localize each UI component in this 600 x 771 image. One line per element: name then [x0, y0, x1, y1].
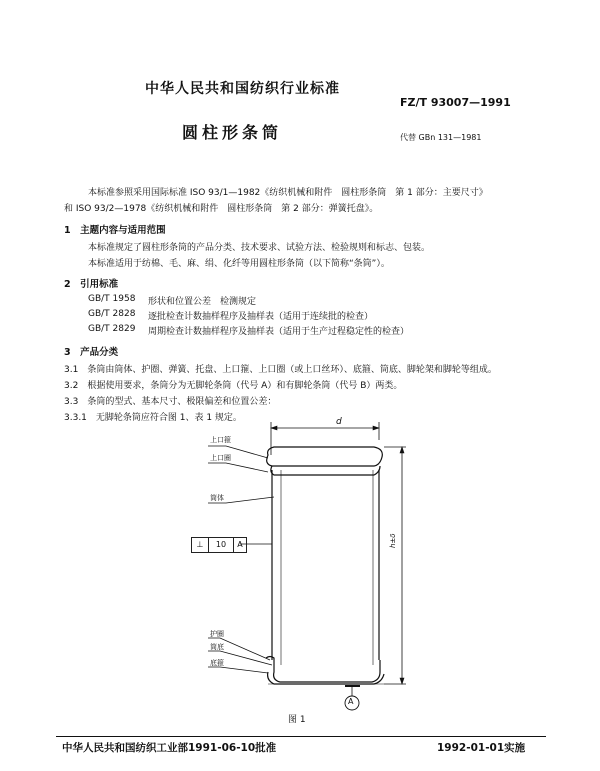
reference-name: 形状和位置公差 检测规定 [148, 297, 257, 307]
intro-line-1: 本标准参照采用国际标准 ISO 93/1—1982《纺织机械和附件 圆柱形条筒 第 1 部分：主要尺寸》 [88, 188, 488, 198]
figure-caption: 图 1 [288, 715, 306, 725]
reference-code: GB/T 1958 [88, 294, 136, 304]
dimension-d-label: d [336, 417, 342, 427]
approval-note: 中华人民共和国纺织工业部1991-06-10批准 [62, 742, 277, 754]
replaces-note: 代替 GBn 131—1981 [400, 133, 482, 142]
perpendicularity-tolerance-frame [191, 537, 247, 553]
clause-3-3: 3.3 条筒的型式、基本尺寸、极限偏差和位置公差： [64, 397, 277, 407]
standard-code: FZ/T 93007—1991 [400, 96, 511, 109]
guard-label: 护圈 [210, 630, 224, 638]
section-1-heading: 1 主题内容与适用范围 [64, 225, 166, 236]
section-2-heading: 2 引用标准 [64, 279, 119, 290]
reference-name: 逐批检查计数抽样程序及抽样表（适用于连续批的检查） [148, 312, 374, 322]
datum-a-label: A [348, 697, 354, 706]
top-band-label: 上口箍 [210, 436, 231, 444]
section-3-heading: 3 产品分类 [64, 347, 119, 358]
body-label: 筒体 [210, 494, 224, 502]
footer-divider [56, 736, 546, 737]
intro-line-2: 和 ISO 93/2—1978《纺织机械和附件 圆柱形条筒 第 2 部分：弹簧托盘》。 [64, 204, 379, 214]
tolerance-value: 10 [209, 538, 234, 552]
clause-3-3-1: 3.3.1 无脚轮条筒应符合图 1、表 1 规定。 [64, 413, 242, 423]
top-ring-label: 上口圈 [210, 454, 231, 462]
reference-code: GB/T 2828 [88, 309, 136, 319]
reference-code: GB/T 2829 [88, 324, 136, 334]
clause-3-2: 3.2 根据使用要求，条筒分为无脚轮条筒（代号 A）和有脚轮条筒（代号 B）两类。 [64, 381, 403, 391]
effective-date: 1992-01-01实施 [437, 742, 526, 754]
tolerance-datum: A [237, 540, 243, 549]
document-title: 圆柱形条筒 [182, 123, 283, 142]
bottom-band-label: 底箍 [210, 659, 224, 667]
section-1-paragraph-1: 本标准规定了圆柱形条筒的产品分类、技术要求、试验方法、检验规则和标志、包装。 [88, 243, 431, 253]
bottom-label: 筒底 [210, 643, 224, 651]
standard-organization: 中华人民共和国纺织行业标准 [145, 81, 340, 97]
clause-3-1: 3.1 条筒由筒体、护圈、弹簧、托盘、上口箍、上口圈（或上口丝环）、底箍、筒底、脚轮架和脚轮等组成。 [64, 365, 497, 375]
dimension-h-label: h±δ [389, 533, 397, 548]
section-1-paragraph-2: 本标准适用于纺棉、毛、麻、绢、化纤等用圆柱形条筒（以下简称“条筒”）。 [88, 259, 390, 269]
perpendicularity-icon: ⊥ [192, 538, 209, 552]
reference-name: 周期检查计数抽样程序及抽样表（适用于生产过程稳定性的检查） [148, 327, 410, 337]
